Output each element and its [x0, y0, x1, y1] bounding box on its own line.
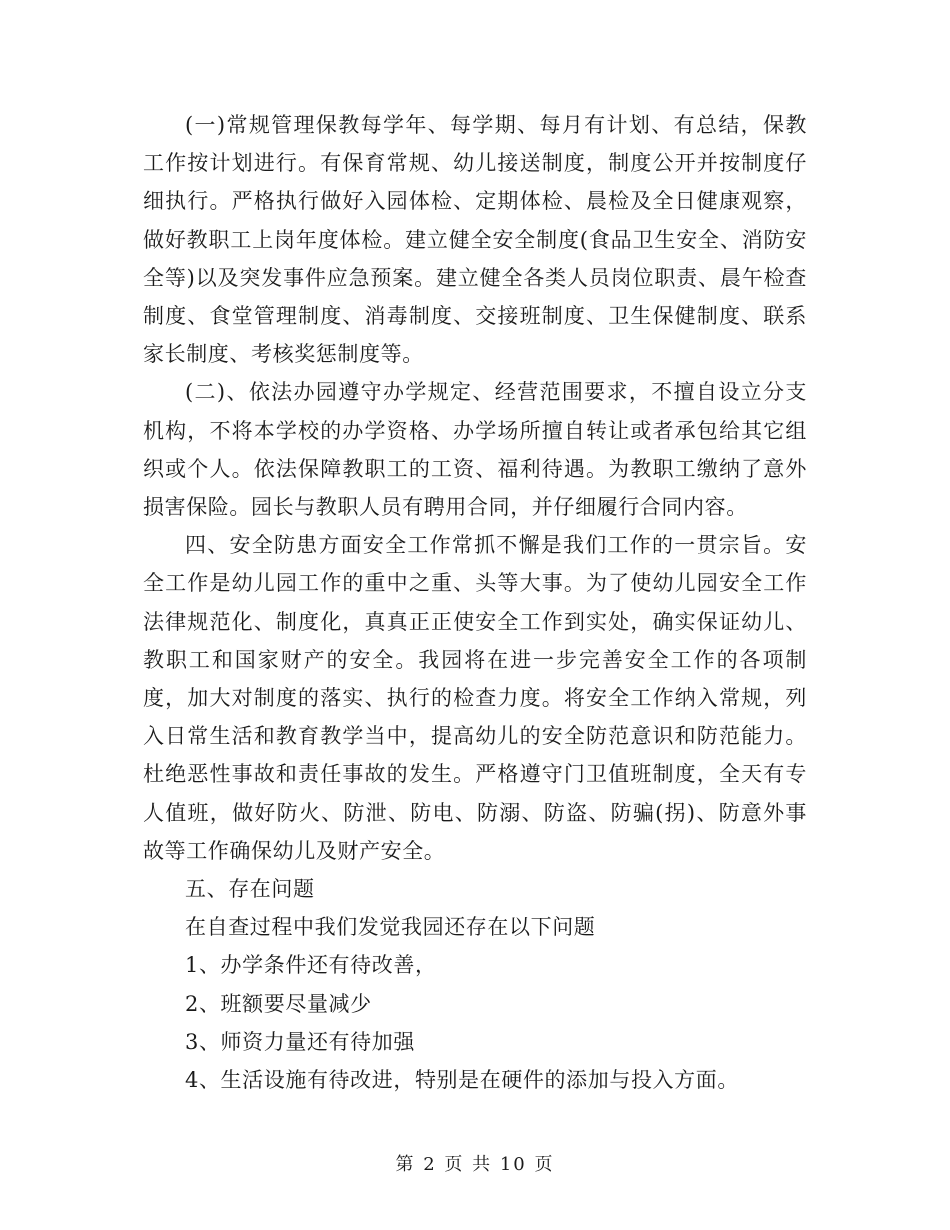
paragraph-problems-intro: 在自查过程中我们发觉我园还存在以下问题 [185, 915, 596, 940]
paragraph-safety: 四、安全防患方面安全工作常抓不懈是我们工作的一贯宗旨。安全工作是幼儿园工作的重中之重、头等大事。为了使幼儿园安全工作法律规范化、制度化，真真正正使安全工作到实处，确实保证幼儿、教职工和国家财产的安全。我园将在进一步完善安全工作的各项制度，加大对制度的落实、执行的检查力度。将安全工作纳入常规，列入日常生活和教育教学当中，提高幼儿的安全防范意识和防范能力。杜绝恶性事故和责任事故的发生。严格遵守门卫值班制度，全天有专人值班，做好防火、防泄、防电、防溺、防盗、防骗(拐)、防意外事故等工作确保幼儿及财产安全。 [143, 533, 807, 863]
document-body [143, 106, 807, 1099]
page-number-footer: 第 2 页 共 10 页 [395, 1154, 555, 1175]
section-heading-problems: 五、存在问题 [185, 877, 315, 902]
paragraph-routine-management: (一)常规管理保教每学年、每学期、每月有计划、有总结，保教工作按计划进行。有保育常规、幼儿接送制度，制度公开并按制度仔细执行。严格执行做好入园体检、定期体检、晨检及全日健康观察，做好教职工上岗年度体检。建立健全安全制度(食品卫生安全、消防安全等)以及突发事件应急预案。建立健全各类人员岗位职责、晨午检查制度、食堂管理制度、消毒制度、交接班制度、卫生保健制度、联系家长制度、考核奖惩制度等。 [143, 113, 807, 367]
paragraph-lawful-operation: (二)、依法办园遵守办学规定、经营范围要求，不擅自设立分支机构，不将本学校的办学资格、办学场所擅自转让或者承包给其它组织或个人。依法保障教职工的工资、福利待遇。为教职工缴纳了意外损害保险。园长与教职人员有聘用合同，并仔细履行合同内容。 [143, 380, 807, 520]
list-item-problem-2: 2、班额要尽量减少 [185, 991, 372, 1016]
list-item-problem-1: 1、办学条件还有待改善， [185, 953, 437, 978]
list-item-problem-3: 3、师资力量还有待加强 [185, 1029, 415, 1054]
list-item-problem-4: 4、生活设施有待改进，特别是在硬件的添加与投入方面。 [185, 1068, 739, 1093]
